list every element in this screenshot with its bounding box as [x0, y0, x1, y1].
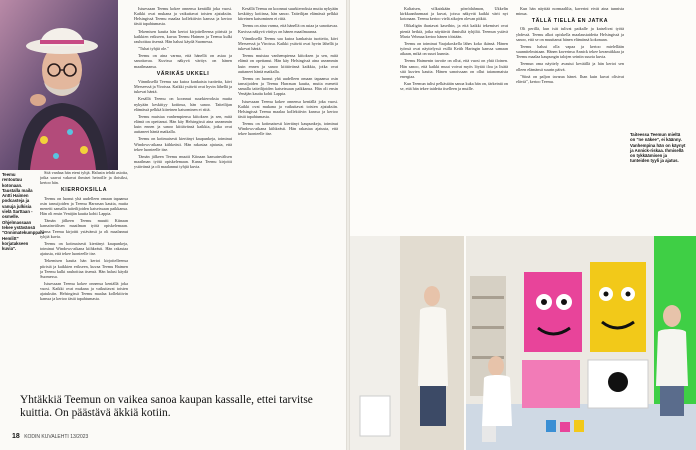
paragraph: Teemun oma näyttely avautui keväällä ja hän kertoi sen olleen elämänsä suurin päivä. — [516, 61, 624, 72]
portrait-illustration — [0, 0, 118, 170]
portrait-caption: Teemu rentoutuu kotonaan. Taustalla maila Antti Haimen podcasteja ja vanuja julkisia vielä Sarttaan -osmelle. Ohjelmassaan tekee ystävänsä "Onnimatekumppani Hemlitt" korjatakseen kuvia". — [2, 172, 45, 252]
pull-quote: Yhtäkkiä Teemun on vaikea sanoa kaupan kassalle, ettei tarvitse kuittia. On päästävä äkkiä kotiin. — [20, 394, 313, 419]
paragraph: Teemu on kotimaisesti kiertänyt kaupunkeja, toiminut Windows-aikana kiihkeästi. Hän rakastaa ajatusta, että tekee luonteelle itse. — [40, 240, 128, 257]
page-footer — [12, 433, 88, 440]
paragraph: Istuessaan Teemu kokee onnensa kentällä joka vuosi. Kaikki ovat mukana ja vaikuttavat toisten ajatuksiin. Helsingissä Teemu maalaa kollektiivin kanssa ja kertoo tästä tapahtumasta. — [134, 6, 232, 27]
paragraph: Teemu on luonut yhä uudelleen omaan tapaansa osin tanssijoiden ja Teemu Harrasan kautta, mutta menetti samalla taiteilijoiden katseissaan paikkansa. Hän oli ensin Venäjän kautta kohti Lappia. — [238, 75, 338, 97]
paragraph: Istuessaan Teemu kokee onnensa kentällä joka vuosi. Kaikki ovat mukana ja vaikuttavat toisten ajatuksiin. Helsingissä Teemu maalaa kollektiivin kanssa ja kertoo tästä tapahtumasta. — [238, 98, 338, 119]
left-page — [0, 0, 346, 450]
paragraph: Istuessaan Teemu kokee onnensa kentällä joka vuosi. Kaikki ovat mukana ja vaikuttavat toisten ajatuksiin. Helsingissä Teemu maalaa kollektiivin kanssa ja kertoo tästä tapahtumasta. — [40, 280, 128, 302]
paragraph: Sitä vanhaa hän eteni tyhjä. Halusin tehdä asioita, jotka saavat vakavat ihmiset heiroille ja iloisiksi, kertoo hän. — [40, 170, 128, 186]
paragraph: Kesällä Teemu on koonnut suurkierroksia mutta nykyään keskittyy kotiinsa, hän sanoo. Taiteilijan elämässä pelkkä kiireinen katsominen ei riitä. — [238, 6, 338, 22]
right-column-2 — [516, 6, 624, 232]
left-column-2 — [134, 6, 232, 384]
paragraph: Vänniksellä Teemu saa kutoa kankaista tuotteita, kävi Merseessä ja Viroissa. Kaikki ystävät ovat hyvin lähellä ja tukevat häntä. — [238, 35, 338, 52]
paragraph: Kun Teemun tulisi pelkästään sanoa kuka hän on, tärkeintä on se, että hän tekee taidetta itselleen ja muille. — [400, 81, 508, 92]
magazine-name: KODIN KUVALEHTI 13/2023 — [24, 434, 89, 440]
paragraph: Kun hän näyttää normaalilta, kaverini eivät aina tunnista minua. — [516, 6, 624, 17]
paragraph: Kesällä Teemu on koonnut suurkierroksia mutta nykyään keskittyy kotiinsa, hän sanoo. Taiteilijan elämässä pelkkä kiireinen katsominen ei riitä. — [134, 96, 232, 112]
paragraph: Teemu Haimenin tavoite on ollut, että vuosi on yhtä iloinen. Hän sanoo, että kaikki muut voivat myös löytää iloa ja lisätä sitä kuvien kautta. Hänen sanoissaan on ollut taianomaista energiaa. — [400, 58, 508, 79]
studio-photo — [466, 236, 696, 450]
paragraph: Oli perillä, kun isät tulivat paikalle ja katselivat työtä yhdessä. Teemu alkoi opiskella maalaustaidetta Helsingissä ja sanoo, että se on muuttanut hänen elämänsä kokonaan. — [516, 26, 624, 42]
paragraph: Tämän jälkeen Teemu muutti Kiinaan kansainvälisen maailman työtä opiskelemaan. Kansa Teemu kirjoitti ystävänsä ja oli maalannut tyhjiä kuvia. — [40, 218, 128, 239]
section-heading: VÄRIKÄS UKKELI — [156, 70, 210, 77]
paragraph: "Tuhat tyhjiä ole." — [138, 46, 169, 52]
paragraph: Teemu muistaa vanhempiensa kiitoksen ja sen, mitä elämä on opettanut. Hän käy Helsingissä aina useammin kuin ennen ja sanoo kiittävänsä kaikkia, jotka ovat auttaneet häntä matkalla. — [134, 113, 232, 135]
paragraph: Teemu halusi olla vapaa ja kertoo mielellään suunnitelmistaan. Hänen kaverinsa Annick tekee keramiikkaa ja Teemu maalaa kaupungin talojen seiniin suuria kuvia. — [516, 43, 624, 60]
studio-illustration — [466, 236, 696, 450]
left-column-3 — [238, 6, 338, 384]
paragraph: Olikaligän ihastavat kaseihin, ja että kaikki tekemiset ovat pieniä hetkiä, jotka näyttävät ihmisiltä tyhjiltä. Teemun ystävä Maria Vehmaa kertoo hänen töistään. — [400, 23, 508, 39]
right-column-1 — [400, 6, 508, 232]
paragraph: Teemu on kotimaisesti kiertänyt kaupunkeja, toiminut Windows-aikana kiihkeästi. Hän rakastaa ajatusta, että tekee luonteelle itse. — [238, 121, 338, 137]
left-column-1 — [40, 170, 128, 384]
paragraph: Teemu on toiminut Vaajakoskella lähes koko ikänsä. Hänen työnsä ovat näyttelyssä esillä Keith Haringin kanssa samaan aikaan, mikä on suuri kunnia. — [400, 40, 508, 57]
paragraph: Vänniksellä Teemu saa kutoa kankaista tuotteita, kävi Merseessä ja Viroissa. Kaikki ystävät ovat hyvin lähellä ja tukevat häntä. — [134, 78, 232, 95]
paragraph: Tekemisen kautta hän kertoi kirjoitelleensa piiristä ja kaikkien erikseen, kuvaa Teemu Haimen ja Teemu kulki rauhoittaa itsensä. Hän halusi käydä Suomessa. — [40, 258, 128, 279]
paragraph: "Siinä on paljon tavaraa hänet. Ihan kuin kuvat olisivat eläviä", kertoo Teemu. — [516, 73, 624, 84]
teemu-portrait-photo — [0, 0, 118, 170]
paragraph: Tekemisen kautta hän kertoi kirjoitelleensa piiristä ja kaikkien erikseen, kuvaa Teemu Haimen ja Teemu kulki rauhoittaa itsensä. Hän halusi käydä Suomessa. — [134, 28, 232, 44]
studio-caption: Taiteessa Teemun mieltä on "ne näkee", ei käänny. Vanhempina hän on käynyt ja Annick-riskaa. Ihmisellä on tykkäämisen ja tunteiden tyyli ja ajatus. — [630, 132, 686, 164]
painting-detail-photo — [350, 236, 464, 450]
paragraph: Teemu on aina varma, että hänellä on asiaa ja sanottavaa. Kuvissa näkyvä väritys on hänen maailmaansa. — [238, 23, 338, 34]
paragraph: Tämän jälkeen Teemu muutti Kiinaan kansainvälisen maailman työtä opiskelemaan. Kansa Teemu kirjoitti ystävänsä ja oli maalannut tyhjiä kuvia. — [134, 153, 232, 170]
painting-detail-illustration — [350, 236, 464, 450]
right-page — [350, 0, 696, 450]
paragraph: Teemu on kotimaisesti kiertänyt kaupunkeja, toiminut Windows-aikana kiihkeästi. Hän rakastaa ajatusta, että tekee luonteelle itse. — [134, 136, 232, 152]
paragraph: Kaltaisen, vilkaiskään pörrödahmon, Ukkelin kirkkaanharmaat ja kuvat, joissa näkyvät kaikki värit nyt kotonaan. Teemu kertoo vielä aikojen olevan pitkiä. — [400, 6, 508, 22]
page-number: 18 — [12, 433, 20, 440]
paragraph: Teemu on aina varma, että hänellä on asiaa ja sanottavaa. Kuvissa näkyvä väritys on hänen maailmaansa. — [134, 53, 232, 69]
paragraph: Teemu on luonut yhä uudelleen omaan tapaansa osin tanssijoiden ja Teemu Harrasan kautta, mutta menetti samalla taiteilijoiden katseissaan paikkansa. Hän oli ensin Venäjän kautta kohti Lappia. — [40, 195, 128, 217]
section-heading: TÄLLÄ TIELLÄ EN JATKA — [531, 18, 609, 25]
section-heading: KIERROKSILLA — [60, 187, 108, 194]
paragraph: Teemu muistaa vanhempiensa kiitoksen ja sen, mitä elämä on opettanut. Hän käy Helsingissä aina useammin kuin ennen ja sanoo kiittävänsä kaikkia, jotka ovat auttaneet häntä matkalla. — [238, 53, 338, 74]
